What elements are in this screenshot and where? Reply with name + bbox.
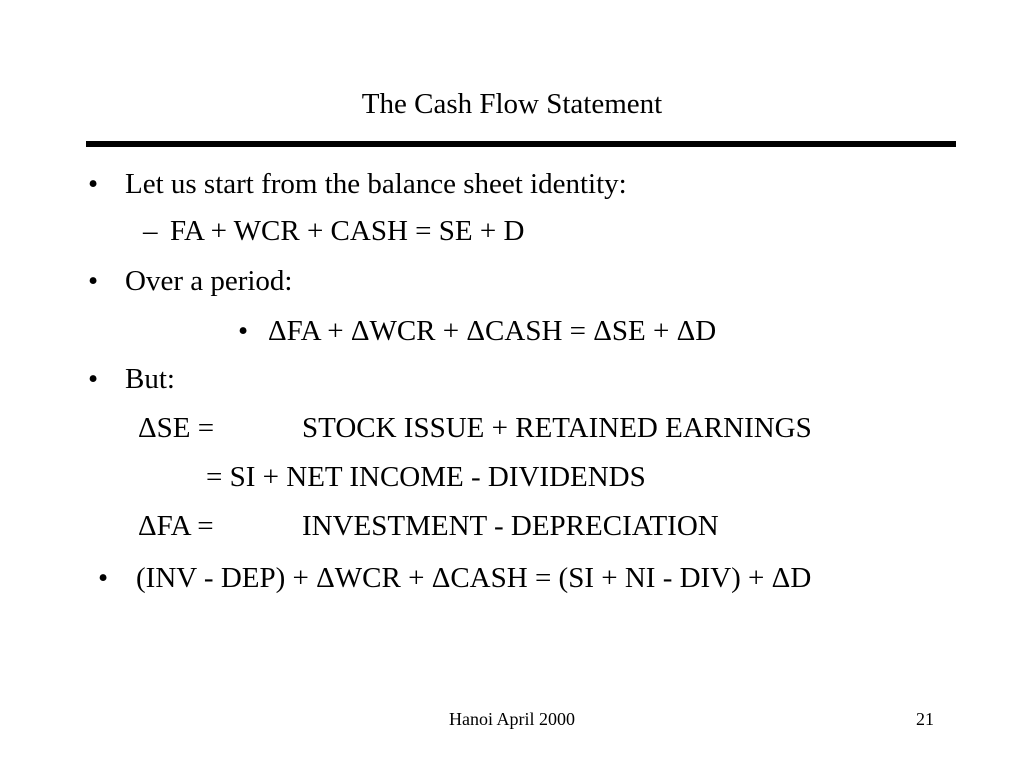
bullet-icon: • xyxy=(88,363,99,395)
bullet-text-over-period: Over a period: xyxy=(125,265,293,297)
definition-fa-rhs: INVESTMENT - DEPRECIATION xyxy=(302,510,719,542)
bullet-icon: • xyxy=(98,562,109,594)
bullet-text-identity-intro: Let us start from the balance sheet identity: xyxy=(125,168,627,200)
delta-identity-equation: ΔFA + ΔWCR + ΔCASH = ΔSE + ΔD xyxy=(268,315,717,347)
slide-title: The Cash Flow Statement xyxy=(361,88,663,120)
bullet-icon: • xyxy=(88,265,99,297)
title-divider xyxy=(86,141,956,147)
bullet-text-but: But: xyxy=(125,363,175,395)
definition-se-rhs: STOCK ISSUE + RETAINED EARNINGS xyxy=(302,412,812,444)
bullet-icon: • xyxy=(88,168,99,200)
page-number: 21 xyxy=(916,709,934,729)
final-cash-flow-equation: (INV - DEP) + ΔWCR + ΔCASH = (SI + NI - DIV) + ΔD xyxy=(136,562,812,594)
definition-fa-lhs: ΔFA = xyxy=(138,510,214,542)
footer-text: Hanoi April 2000 xyxy=(449,709,575,729)
definition-se-continuation: = SI + NET INCOME - DIVIDENDS xyxy=(206,461,646,493)
subitem-identity-equation: FA + WCR + CASH = SE + D xyxy=(170,215,525,247)
definition-se-lhs: ΔSE = xyxy=(138,412,215,444)
bullet-icon: • xyxy=(238,315,249,347)
dash-icon: – xyxy=(143,215,158,247)
